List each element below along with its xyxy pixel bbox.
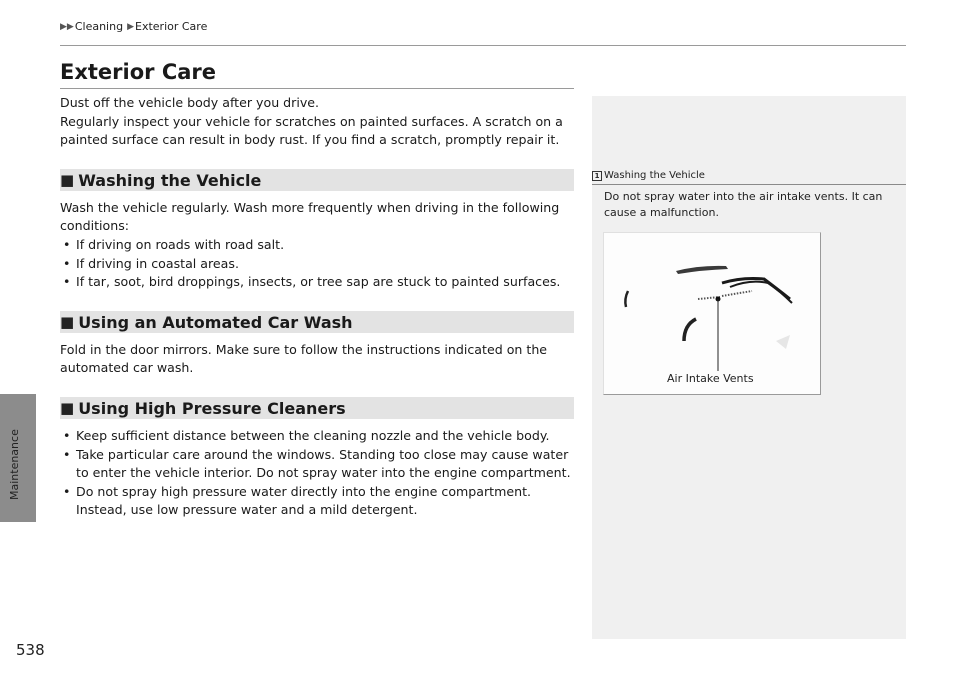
square-bullet-icon: ■ (60, 313, 75, 331)
note-text (604, 189, 894, 221)
intro-line: Regularly inspect your vehicle for scratches on painted surfaces. A scratch on a (60, 114, 563, 129)
list-item: • If driving on roads with road salt. (60, 236, 580, 255)
note-text-line: cause a malfunction. (604, 206, 719, 219)
list-item: • Keep sufficient distance between the cleaning nozzle and the vehicle body. (60, 427, 576, 446)
breadcrumb-arrow-icon: ▶ (127, 21, 134, 32)
list-item: • If tar, soot, bird droppings, insects, or tree sap are stuck to painted surfaces. (60, 273, 580, 292)
breadcrumb-arrow-icon: ▶▶ (60, 21, 74, 32)
intro-line: painted surface can result in body rust. If you find a scratch, promptly repair it. (60, 132, 560, 147)
title-divider (60, 88, 574, 89)
high-pressure-list (60, 427, 576, 520)
reference-marker-icon: 1 (592, 171, 602, 181)
body-curve (625, 291, 628, 307)
chapter-label: Maintenance (8, 429, 21, 501)
square-bullet-icon: ■ (60, 171, 75, 189)
car-wash-text-line: Fold in the door mirrors. Make sure to follow the instructions indicated on the (60, 342, 548, 357)
section-heading-car-wash (60, 311, 574, 333)
header-divider (60, 45, 906, 46)
washing-conditions-list (60, 236, 580, 292)
section-heading-text: Washing the Vehicle (78, 170, 262, 190)
list-item: • Do not spray high pressure water directly into the engine compartment. Instead, use low pressure water and a mild detergent. (60, 483, 576, 520)
breadcrumb (60, 20, 211, 33)
washing-text-line: Wash the vehicle regularly. Wash more frequently when driving in the following (60, 200, 560, 215)
panel-shading (776, 335, 790, 349)
page-title: Exterior Care (60, 60, 217, 84)
note-title (592, 170, 705, 181)
section-heading-high-pressure (60, 397, 574, 419)
note-text-line: Do not spray water into the air intake vents. It can (604, 190, 883, 203)
section-heading-text: Using an Automated Car Wash (78, 312, 353, 332)
square-bullet-icon: ■ (60, 399, 75, 417)
wiper-shape (676, 266, 728, 274)
section-heading-text: Using High Pressure Cleaners (78, 398, 346, 418)
car-wash-text-line: automated car wash. (60, 360, 194, 375)
air-intake-vents-label: Air Intake Vents (667, 372, 754, 385)
breadcrumb-item-exterior-care[interactable]: Exterior Care (135, 20, 208, 33)
air-intake-illustration (603, 232, 821, 395)
washing-text-line: conditions: (60, 218, 130, 233)
section-heading-washing (60, 169, 574, 191)
list-item: • Take particular care around the windows. Standing too close may cause water to enter the vehicle interior. Do not spray water into the engine compartment. (60, 446, 576, 483)
mirror-curve (684, 319, 696, 341)
note-title-text[interactable]: Washing the Vehicle (604, 170, 705, 181)
list-item: • If driving in coastal areas. (60, 255, 580, 274)
page-number: 538 (16, 641, 45, 659)
windshield-vent-drawing (604, 233, 820, 394)
intro-line: Dust off the vehicle body after you drive. (60, 95, 320, 110)
vent-grille (722, 291, 752, 296)
note-divider (592, 184, 906, 185)
breadcrumb-item-cleaning[interactable]: Cleaning (74, 20, 124, 33)
